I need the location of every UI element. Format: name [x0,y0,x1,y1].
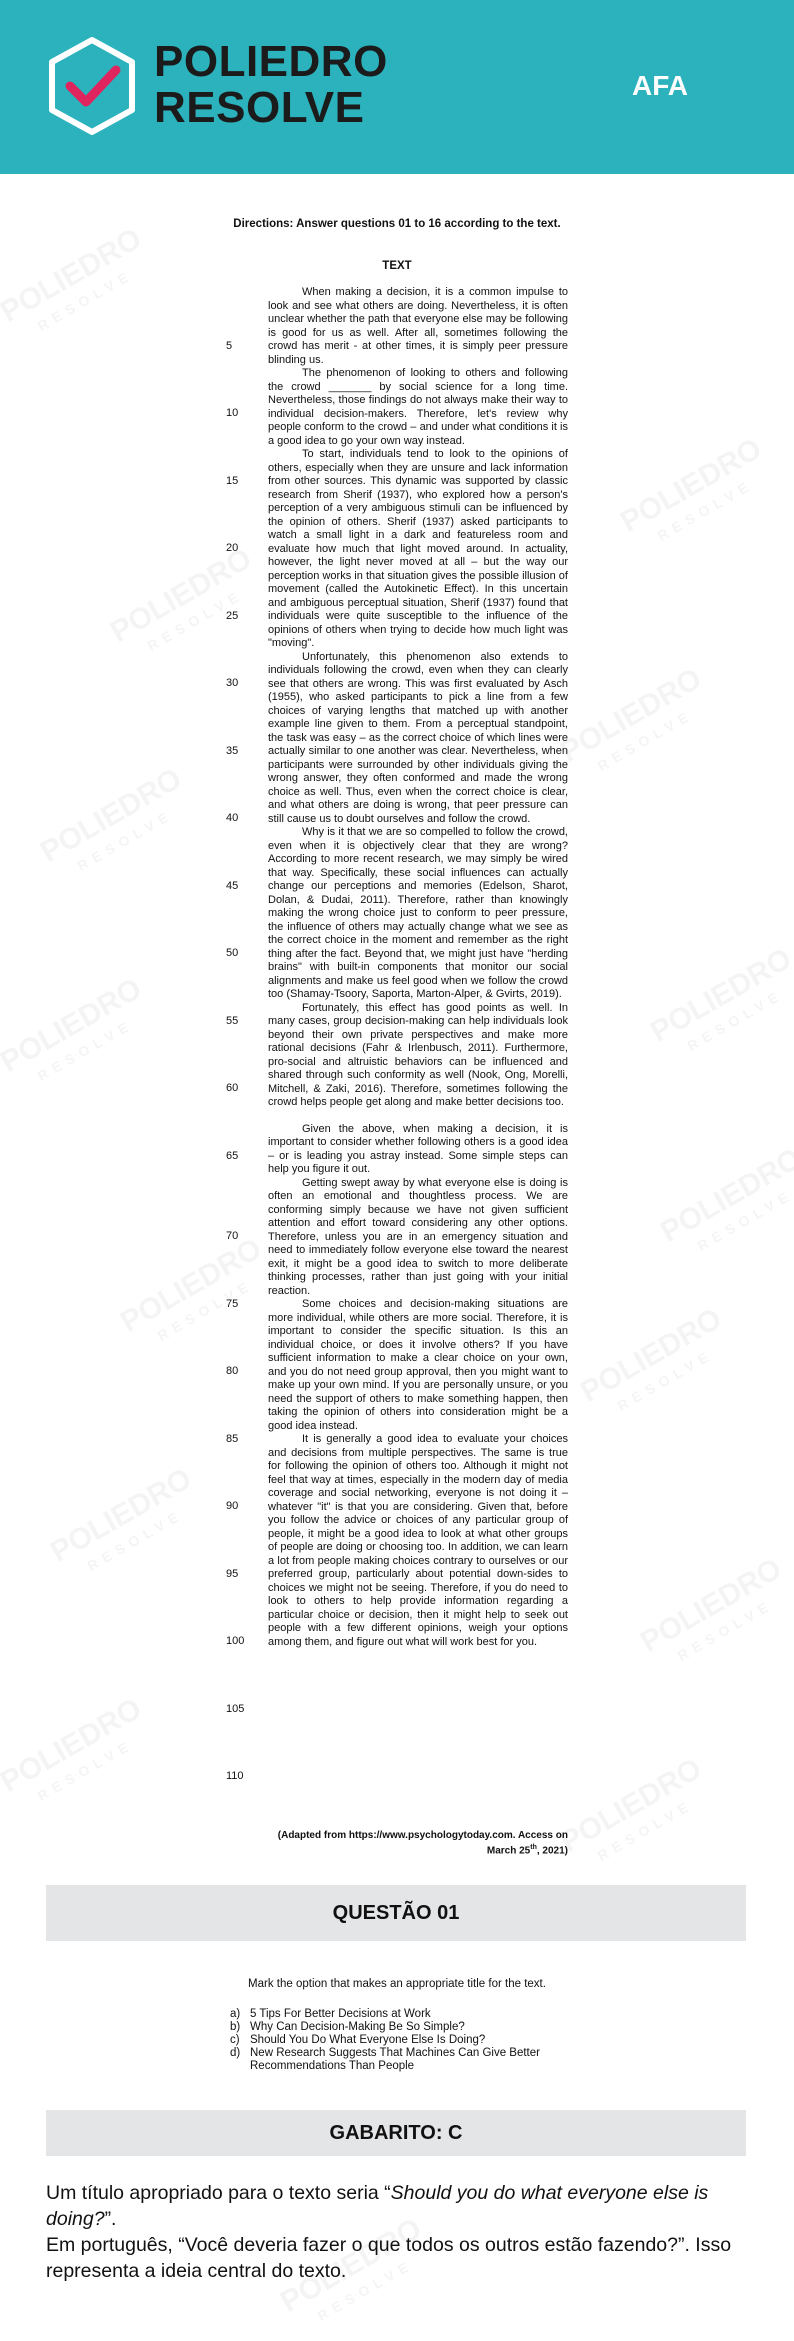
source-date-suffix: th [530,1844,537,1851]
line-number: 45 [226,880,239,892]
option-text: New Research Suggests That Machines Can Give Better Recommendations Than People [250,2047,540,2072]
line-number: 85 [226,1433,239,1445]
line-number: 20 [226,542,239,554]
watermark-line-2 [60,1489,210,1592]
directions: Directions: Answer questions 01 to 16 according to the text. [233,218,561,230]
watermark-line-2 [660,969,794,1072]
watermark-line-1 [636,1555,786,1658]
answer-title-quote: Should you do what everyone else is doing? [46,2182,709,2230]
watermark-line-2 [570,689,720,792]
watermark [46,1465,210,1592]
watermark-line-2 [630,459,780,562]
watermark [36,765,200,892]
passage-paragraph: Given the above, when making a decision, it is important to consider whether following others is a good idea – or is leading you astray instead. Some simple steps can help you figure it out. [268,1122,568,1175]
watermark-line-1 [106,545,256,648]
poliedro-logo-icon [46,36,138,136]
watermark [656,1145,794,1272]
source-date: March 25 [486,1845,531,1857]
answer-options [230,2008,570,2073]
line-number: 30 [226,677,239,689]
option-letter: d) [230,2047,241,2059]
watermark [556,665,720,792]
passage-paragraph: Unfortunately, this phenomenon also extends to individuals following the crowd, even when they can clearly see that others are wrong. This was first evaluated by Asch (1955), who asked participants to pick a line from a few choices of varying lengths that matched up with another example line given to them. From a perceptual standpoint, the task was easy – as the correct choice of which lines were actually similar to one another was clear. Nevertheless, when participants were surrounded by other individuals giving the wrong answer, they often conformed and made the wrong choice as well. Thus, even when the correct choice is clear, and what others are doing is wrong, that peer pressure can still cause us to doubt ourselves and follow the crowd. [268,650,568,825]
exam-label: AFA [632,70,688,101]
source-line-1: (Adapted from https://www.psychologytoday.com. Access on [277,1830,568,1841]
passage-paragraph: Some choices and decision-making situations are more individual, while others are more social. Therefore, it is important to consider the specific situation. Is this an individual choice, or does it involve others? If you have sufficient information to make a clear choice on your own, and you do not need group approval, then you might want to make up your own mind. If you are personally unsure, or you need the support of others to make something happen, then taking the opinion of others into consideration might be a good idea instead. [268,1298,568,1432]
watermark [116,1235,280,1362]
watermark-line-1 [556,665,706,768]
line-number: 60 [226,1082,239,1094]
passage-paragraph: Getting swept away by what everyone else is doing is often an emotional and thoughtless process. We are conforming simply because we have not given sufficient attention and effort toward considering any other options. Therefore, unless you are in an emergency situation and need to immediately follow everyone else toward the nearest exit, it might be a good idea to switch to more deliberate thinking processes, rather than just going with your initial reaction. [268,1176,568,1297]
option-d[interactable] [230,2047,570,2073]
watermark-line-2 [670,1169,794,1272]
text-title: TEXT [382,260,412,272]
watermark-line-1 [0,975,146,1078]
line-number: 5 [226,340,233,352]
line-number: 95 [226,1568,239,1580]
source-line-2 [270,1842,568,1857]
option-b[interactable] [230,2021,570,2034]
watermark-line-1 [556,1755,706,1858]
answer-line-1-pre: Um título apropriado para o texto seria “ [46,2182,391,2204]
question-header-bar: QUESTÃO 01 [46,1885,746,1941]
watermark [576,1305,740,1432]
watermark [636,1555,794,1682]
option-letter: b) [230,2021,241,2033]
watermark-line-2 [120,569,270,672]
option-letter: c) [230,2034,240,2046]
brand-wordmark [154,37,388,132]
line-number: 70 [226,1230,239,1242]
watermark-line-1 [36,765,186,868]
watermark-line-2 [10,1719,160,1822]
watermark-line-1 [616,435,766,538]
watermark [106,545,270,672]
answer-line-1 [46,2180,750,2232]
line-number: 105 [226,1703,245,1715]
option-a[interactable] [230,2008,570,2021]
watermark [616,435,780,562]
watermark-line-2 [50,789,200,892]
line-number: 110 [226,1770,244,1782]
watermark-line-2 [650,1579,794,1682]
line-number: 40 [226,812,239,824]
passage-paragraph: To start, individuals tend to look to the opinions of others, especially when they are unsure and lack information from other sources. This dynamic was supported by classic research from Sherif (1937), who explored how a person's perception of a very ambiguous stimuli can be influenced by the opinion of others. Sherif (1937) asked participants to watch a small light in a dark and featureless room and evaluate how much that light moved around. In actuality, however, the light never moved at all – but the way our perception works in that situation gives the possible illusion of movement (called the Autokinetic Effect). In this uncertain and ambiguous perceptual situation, Sherif (1937) found that individuals were quite susceptible to the influence of the opinions of others when trying to decide how much light was "moving". [268,448,568,649]
header-banner [0,0,794,174]
passage-paragraph: It is generally a good idea to evaluate your choices and decisions from multiple perspectives. The same is true for following the opinion of others too. Although it might not feel that way at times, especially in the modern day of media coverage and social networking, everyone is not doing it – whatever "it" is that you are considering. Given that, before you follow the advice or choices of any particular group of people, it might be a good idea to look at what other groups of people are doing or choosing too. In addition, we can learn a lot from people making choices contrary to ourselves or our preferred group, particularly about potential down-sides to choices we might not be seeing. Therefore, if you do need to look to others to help provide information regarding a particular choice or decision, then it might help to seek out people with a few different opinions, weigh your options among them, and figure out what will work best for you. [268,1433,568,1648]
line-number: 80 [226,1365,239,1377]
watermark-line-1 [116,1235,266,1338]
reading-passage [268,286,568,1649]
answer-key-bar: GABARITO: C [46,2110,746,2156]
option-letter: a) [230,2008,241,2020]
option-text: Should You Do What Everyone Else Is Doing? [250,2034,486,2046]
watermark-line-1 [46,1465,196,1568]
line-number: 15 [226,475,239,487]
line-number: 10 [226,407,239,419]
line-number: 90 [226,1500,239,1512]
line-number: 75 [226,1298,239,1310]
line-number: 35 [226,745,239,757]
option-c[interactable] [230,2034,570,2047]
watermark [0,225,160,352]
watermark-line-1 [0,225,146,328]
watermark [0,975,160,1102]
brand-line-2: RESOLVE [154,83,365,132]
line-number: 25 [226,610,239,622]
passage-paragraph: Fortunately, this effect has good points as well. In many cases, group decision-making can help individuals look beyond their own private perspectives and make more rational decisions (Fahr & Irlenbusch, 2011). Furthermore, pro-social and altruistic behaviors can be influenced and shared through such conformity as well (Nook, Ong, Morelli, Mitchell, & Zaki, 2016). Therefore, sometimes following the crowd helps people get along and make better decisions too. [268,1001,568,1108]
watermark [646,945,794,1072]
watermark-line-1 [0,1695,146,1798]
watermark [0,1695,160,1822]
watermark-line-1 [576,1305,726,1408]
brand-line-1: POLIEDRO [154,37,388,86]
line-number: 50 [226,947,239,959]
passage-paragraph: The phenomenon of looking to others and following the crowd _______ by social science for a long time. Nevertheless, those findings do not always make their way to individual decision-makers. Therefore, let's review why people conform to the crowd – and under what conditions it is a good idea to go your own way instead. [268,367,568,447]
option-text: 5 Tips For Better Decisions at Work [250,2008,431,2020]
watermark-line-1 [646,945,794,1048]
passage-paragraph: When making a decision, it is a common impulse to look and see what others are doing. Nevertheless, it is often unclear whether the path that everyone else may be following is good for us as well. After all, sometimes following the crowd has merit - at other times, it is simply peer pressure blinding us. [268,286,568,366]
watermark [556,1755,720,1882]
option-text: Why Can Decision-Making Be So Simple? [250,2021,465,2033]
source-citation [270,1830,568,1857]
watermark-line-2 [130,1259,280,1362]
source-year: , 2021) [536,1845,568,1857]
watermark-line-1 [656,1145,794,1248]
watermark-line-2 [10,999,160,1102]
watermark-line-2 [570,1779,720,1882]
answer-explanation [46,2180,750,2284]
answer-line-1-post: ”. [104,2208,117,2230]
passage-paragraph: Why is it that we are so compelled to follow the crowd, even when it is objectively clear that they are wrong? According to more recent research, we may simply be wired that way. Specifically, these social influences can actually change our perceptions and memories (Edelson, Sharot, Dolan, & Dudai, 2011). Therefore, rather than knowingly making the wrong choice just to conform to peer pressure, the influence of others may actually change what we see as the correct choice in the moment and remember as the right thing after the fact. Beyond that, we might just have "herding brains" with built-in components that monitor our social alignments and make us feel good when we follow the crowd too (Shamay-Tsoory, Saporta, Marton-Alper, & Gvirts, 2019). [268,826,568,1000]
line-number: 55 [226,1015,239,1027]
question-prompt: Mark the option that makes an appropriate title for the text. [248,1978,546,1990]
answer-line-2: Em português, “Você deveria fazer o que todos os outros estão fazendo?”. Isso representa a ideia central do texto. [46,2234,732,2282]
watermark-line-2 [590,1329,740,1432]
line-number: 65 [226,1150,239,1162]
line-number: 100 [226,1635,245,1647]
